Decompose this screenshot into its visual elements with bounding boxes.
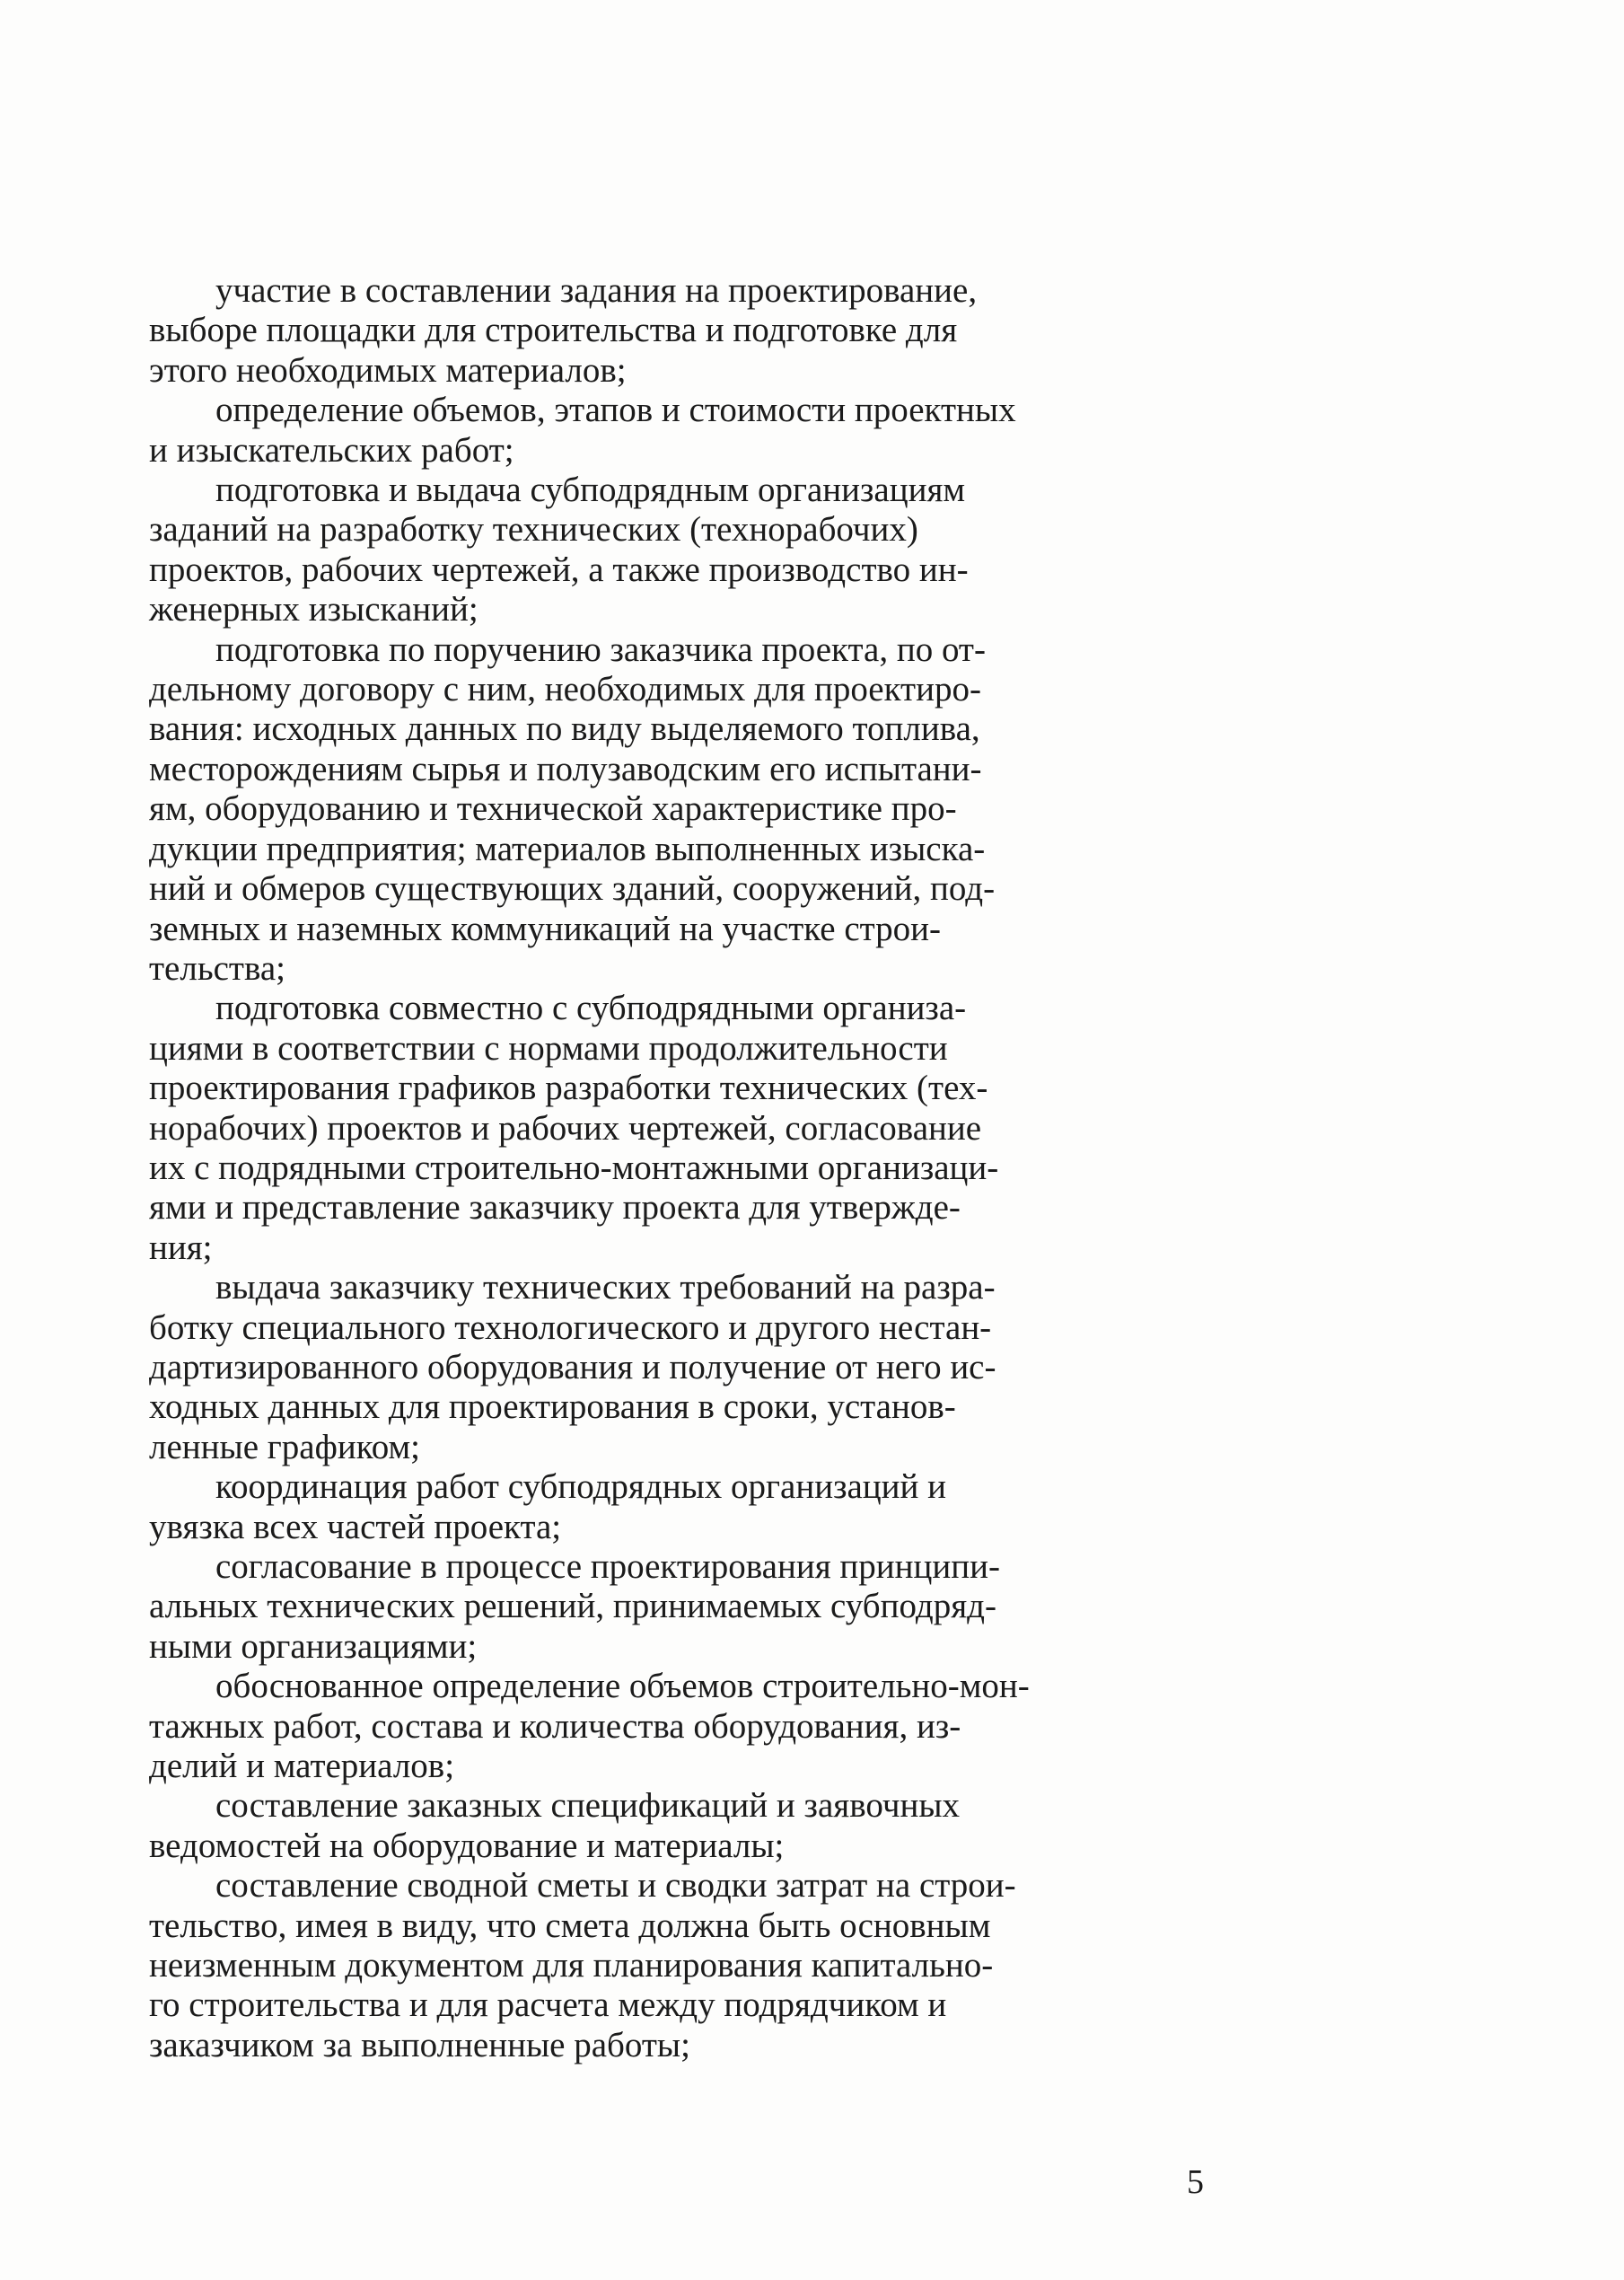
paragraph: координация работ субподрядных организаций и увязка всех частей проекта; xyxy=(149,1467,947,1546)
body-text xyxy=(149,271,1226,2065)
paragraph: согласование в процессе проектирования принципи- альных технических решений, принимаемых субподряд- ными организациями; xyxy=(149,1547,1000,1666)
paragraph: участие в составлении задания на проектирование, выборе площадки для строительства и подготовке для этого необходимых материалов; xyxy=(149,271,978,390)
paragraph: определение объемов, этапов и стоимости проектных и изыскательских работ; xyxy=(149,391,1016,470)
paragraph: составление заказных спецификаций и заявочных ведомостей на оборудование и материалы; xyxy=(149,1786,961,1865)
paragraph: подготовка по поручению заказчика проекта, по от- дельному договору с ним, необходимых для проектиро- вания: исходных данных по виду выделяемого топлива, месторождениям сырья и полузаводским его испытани- ям, оборудованию и технической характеристике про- дукции предприятия; материалов выполненных изыска- ний и обмеров существующих зданий, сооружений, под- земных и наземных коммуникаций на участке строи- тельства; xyxy=(149,629,996,988)
paragraph: подготовка совместно с субподрядными организа- циями в соответствии с нормами продолжительности проектирования графиков разработки технических (тех- норабочих) проектов и рабочих чертежей, согласование их с подрядными строительно-монтажными организаци- ями и представление заказчику проекта для утвержде- ния; xyxy=(149,989,999,1267)
page-number: 5 xyxy=(1187,2163,1204,2201)
paragraph: составление сводной сметы и сводки затрат на строи- тельство, имея в виду, что смета должна быть основным неизменным документом для планирования капитально- го строительства и для расчета между подрядчиком и заказчиком за выполненные работы; xyxy=(149,1866,1016,2064)
paragraph: выдача заказчику технических требований на разра- ботку специального технологического и другого нестан- дартизированного оборудования и получение от него ис- ходных данных для проектирования в сроки, установ- ленные графиком; xyxy=(149,1268,996,1466)
paragraph: подготовка и выдача субподрядным организациям заданий на разработку технических (технорабочих) проектов, рабочих чертежей, а также производство ин- женерных изысканий; xyxy=(149,471,969,629)
paragraph: обоснованное определение объемов строительно-мон- тажных работ, состава и количества оборудования, из- делий и материалов; xyxy=(149,1667,1030,1786)
